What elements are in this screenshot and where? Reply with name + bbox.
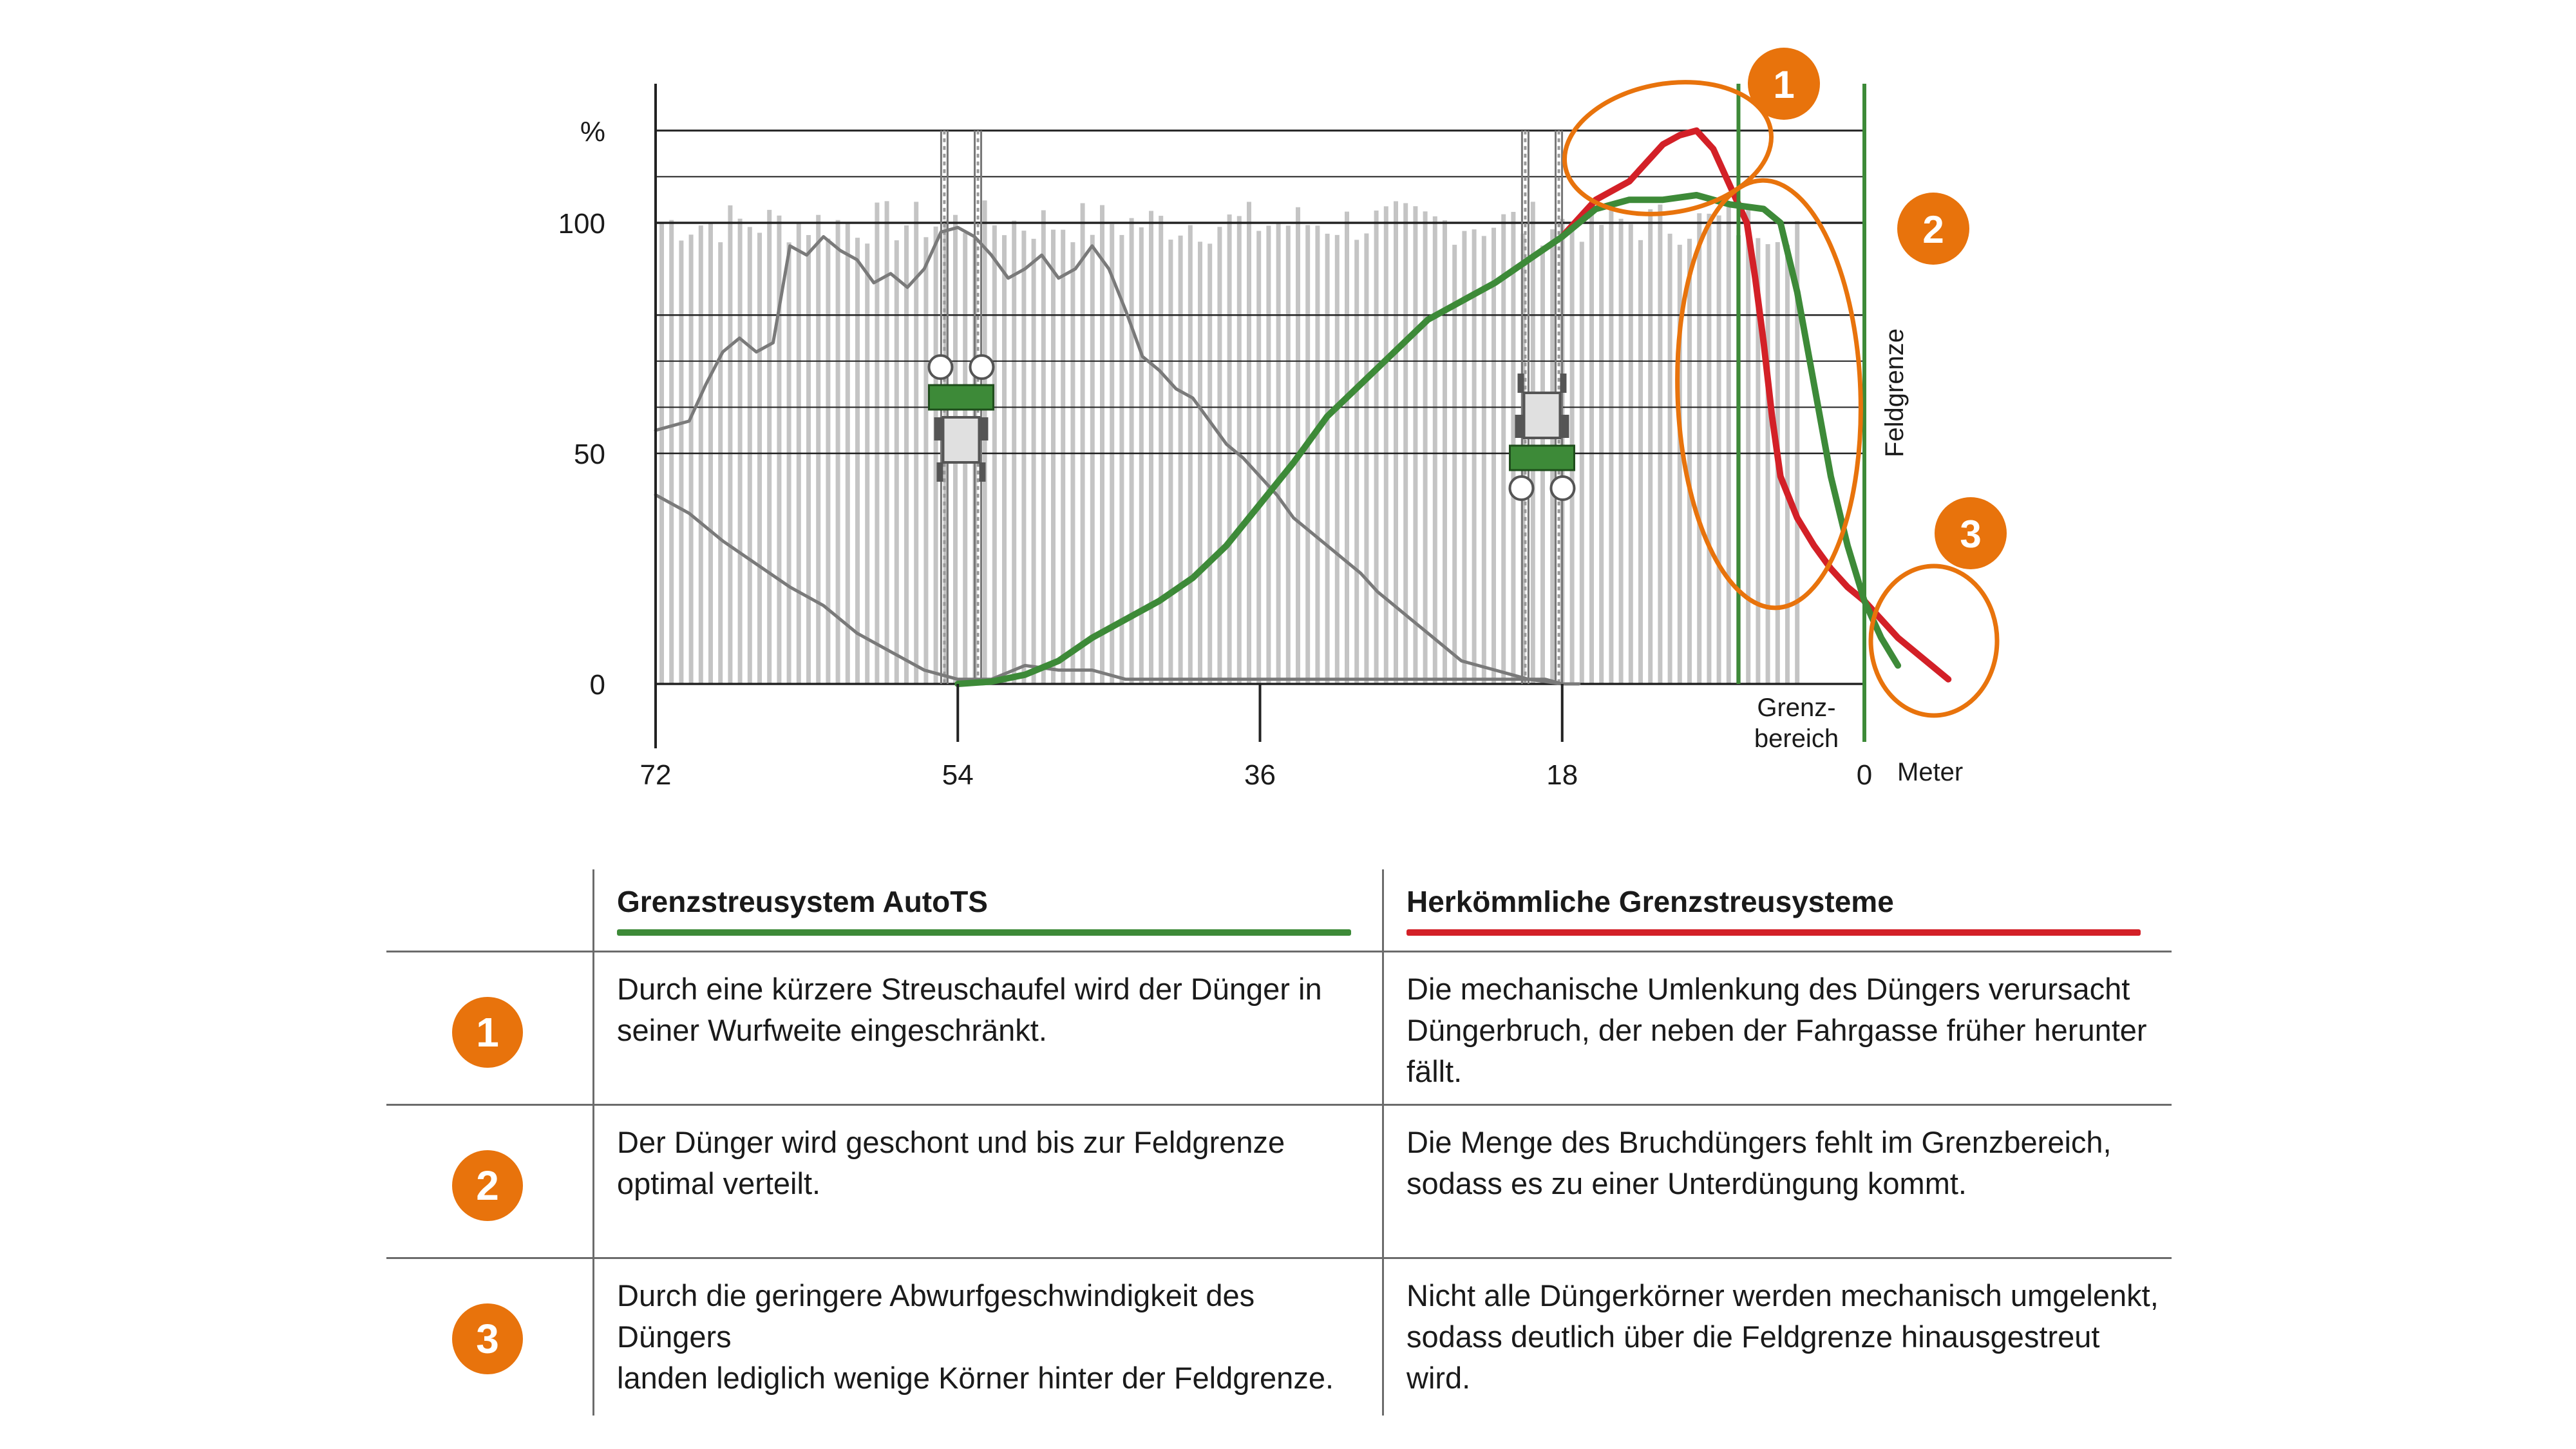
background-bar [1384, 206, 1388, 684]
background-bar [1668, 234, 1672, 684]
background-bar [1286, 225, 1291, 684]
text-line: Die Menge des Bruchdüngers fehlt im Grenzbereich, [1406, 1125, 2112, 1159]
background-bar [1599, 225, 1604, 684]
spread-disc [1510, 477, 1533, 500]
background-bar [826, 238, 830, 684]
series-line-grey [656, 227, 1579, 684]
marker-number: 1 [1773, 63, 1795, 106]
background-bar [1002, 235, 1007, 684]
row1-conventional-text [1406, 969, 2166, 1092]
tractor-icon [929, 355, 993, 482]
background-bar [904, 225, 909, 684]
background-bar [806, 235, 811, 684]
spread-disc [970, 355, 993, 379]
wheel [1560, 374, 1566, 393]
background-bar [1237, 216, 1242, 684]
background-bar [1315, 225, 1320, 684]
background-bar [1168, 240, 1173, 684]
tractor-cab [943, 417, 979, 462]
background-bar [875, 203, 879, 684]
background-bar [1051, 230, 1056, 684]
background-bar [1021, 231, 1026, 684]
table-rule-1 [386, 951, 2172, 952]
background-bar [718, 242, 723, 684]
y-tick-label: 100 [558, 208, 605, 240]
background-bar [1070, 242, 1075, 684]
background-bar [1208, 243, 1212, 684]
background-bar [855, 238, 860, 684]
background-bar [1609, 205, 1613, 684]
table-divider-right [1382, 869, 1384, 1416]
x-tick-label: 54 [942, 759, 974, 791]
x-tick-label: 18 [1546, 759, 1578, 791]
highlight-ellipse [1871, 566, 1997, 715]
text-line: Die mechanische Umlenkung des Düngers verursacht [1406, 972, 2130, 1006]
background-bar [1727, 206, 1731, 684]
background-bar [1531, 202, 1535, 684]
background-bar [1580, 242, 1584, 684]
background-bar [1433, 216, 1437, 684]
background-bar [934, 227, 938, 684]
marker-number: 2 [1922, 208, 1944, 251]
background-bar [1364, 233, 1368, 684]
background-bar [699, 225, 703, 684]
background-bar [1012, 221, 1016, 684]
background-bar [728, 205, 732, 684]
background-bar [1100, 205, 1104, 684]
x-axis-label: Meter [1897, 758, 1964, 786]
text-line: Nicht alle Düngerkörner werden mechanisch umgelenkt, [1406, 1278, 2159, 1312]
background-bar [1335, 235, 1340, 684]
background-bar [816, 215, 820, 684]
background-bar [1717, 216, 1721, 684]
autots-legend-line [617, 929, 1351, 936]
background-bar [1746, 207, 1750, 684]
text-line: optimal verteilt. [617, 1166, 821, 1200]
wheel [1561, 415, 1569, 438]
table-rule-3 [386, 1257, 2172, 1259]
background-bar [1452, 245, 1457, 684]
background-bar [1325, 234, 1330, 684]
background-bar [757, 232, 762, 684]
column-header-autots: Grenzstreusystem AutoTS [617, 885, 988, 918]
y-tick-label: 50 [574, 439, 605, 470]
background-bar [1061, 230, 1065, 684]
tractor-cab [1524, 393, 1560, 438]
text-line: seiner Wurfweite eingeschränkt. [617, 1013, 1047, 1047]
x-tick-label: 0 [1856, 759, 1873, 791]
grenzbereich-label: Grenz- [1757, 694, 1836, 722]
background-bar [1296, 207, 1300, 684]
background-bar [1658, 205, 1662, 684]
background-bar [748, 227, 752, 684]
background-bar [669, 220, 674, 684]
table-rule-2 [386, 1104, 2172, 1106]
row-badge-3: 3 [452, 1303, 523, 1374]
background-bar [865, 243, 869, 684]
y-axis-label: % [580, 115, 605, 147]
background-bar [1766, 244, 1770, 684]
column-header-conventional: Herkömmliche Grenzstreusysteme [1406, 885, 1894, 918]
background-bar [777, 216, 781, 684]
background-bar [1090, 235, 1095, 684]
background-bar [983, 200, 987, 684]
row1-autots-text [617, 969, 1377, 1051]
wheel [936, 462, 943, 482]
background-bar [1266, 225, 1271, 684]
background-bar [1256, 231, 1261, 684]
background-bar [787, 242, 791, 684]
background-bar [767, 210, 772, 684]
background-bar [1638, 240, 1643, 684]
background-bar [1198, 242, 1202, 684]
background-bar [1139, 227, 1144, 684]
background-bar [1354, 240, 1359, 684]
text-line: Durch die geringere Abwurfgeschwindigkeit des Düngers [617, 1278, 1255, 1354]
background-bar [1179, 236, 1183, 684]
background-bar [1697, 213, 1701, 684]
row2-conventional-text [1406, 1122, 2166, 1204]
background-bar [1394, 201, 1398, 684]
row3-conventional-text [1406, 1275, 2166, 1399]
text-line: sodass es zu einer Unterdüngung kommt. [1406, 1166, 1967, 1200]
grenzbereich-label: bereich [1754, 724, 1839, 753]
background-bar [738, 219, 743, 684]
background-bar [992, 225, 997, 684]
text-line: Durch eine kürzere Streuschaufel wird der Dünger in [617, 972, 1322, 1006]
background-bar [1589, 200, 1594, 684]
background-bar [1247, 202, 1251, 684]
background-bar [1188, 225, 1193, 684]
background-bar [1785, 245, 1790, 684]
background-bar [1305, 225, 1310, 684]
background-bar [1492, 228, 1496, 684]
background-bar [1687, 239, 1692, 684]
text-line: Düngerbruch, der neben der Fahrgasse früher herunter [1406, 1013, 2147, 1047]
background-bar [923, 237, 928, 684]
background-bar [1345, 212, 1349, 684]
row2-autots-text [617, 1122, 1377, 1204]
spread-disc [929, 355, 952, 379]
conventional-legend-line [1406, 929, 2141, 936]
y-tick-label: 0 [589, 669, 605, 701]
spread-disc [1551, 477, 1574, 500]
x-tick-label: 72 [639, 759, 672, 791]
background-bar [1413, 206, 1417, 684]
text-line: landen lediglich wenige Körner hinter der Feldgrenze. [617, 1361, 1334, 1395]
background-bar [1149, 211, 1153, 684]
background-bar [1041, 210, 1046, 684]
background-bar [1217, 227, 1222, 684]
background-bar [689, 234, 694, 684]
background-bar [1159, 216, 1163, 684]
spreader-hopper [1510, 446, 1574, 470]
background-bar [1501, 214, 1506, 684]
background-bar [1707, 214, 1711, 684]
background-bar [895, 240, 899, 684]
background-bar [679, 241, 683, 684]
text-line: Der Dünger wird geschont und bis zur Feldgrenze [617, 1125, 1285, 1159]
text-line: fällt. [1406, 1054, 1463, 1088]
row-badge-1: 1 [452, 997, 523, 1068]
background-bar [1032, 239, 1036, 684]
row-badge-2: 2 [452, 1150, 523, 1221]
background-bar [1423, 211, 1428, 684]
wheel [1515, 415, 1522, 438]
table-divider-left [592, 869, 594, 1416]
background-bar [1619, 219, 1624, 684]
background-bar [1081, 203, 1085, 684]
x-tick-label: 36 [1244, 759, 1276, 791]
wheel [979, 462, 985, 482]
spreader-hopper [929, 385, 993, 410]
background-bar [1648, 209, 1653, 684]
wheel [980, 417, 988, 440]
background-bar [1482, 236, 1486, 684]
background-bar [1443, 220, 1447, 684]
text-line: sodass deutlich über die Feldgrenze hinausgestreut wird. [1406, 1320, 2100, 1395]
wheel [934, 417, 942, 440]
row3-autots-text [617, 1275, 1377, 1399]
marker-number: 3 [1960, 513, 1982, 556]
wheel [1517, 374, 1524, 393]
feldgrenze-label: Feldgrenze [1880, 328, 1909, 458]
background-bar [1374, 211, 1379, 684]
